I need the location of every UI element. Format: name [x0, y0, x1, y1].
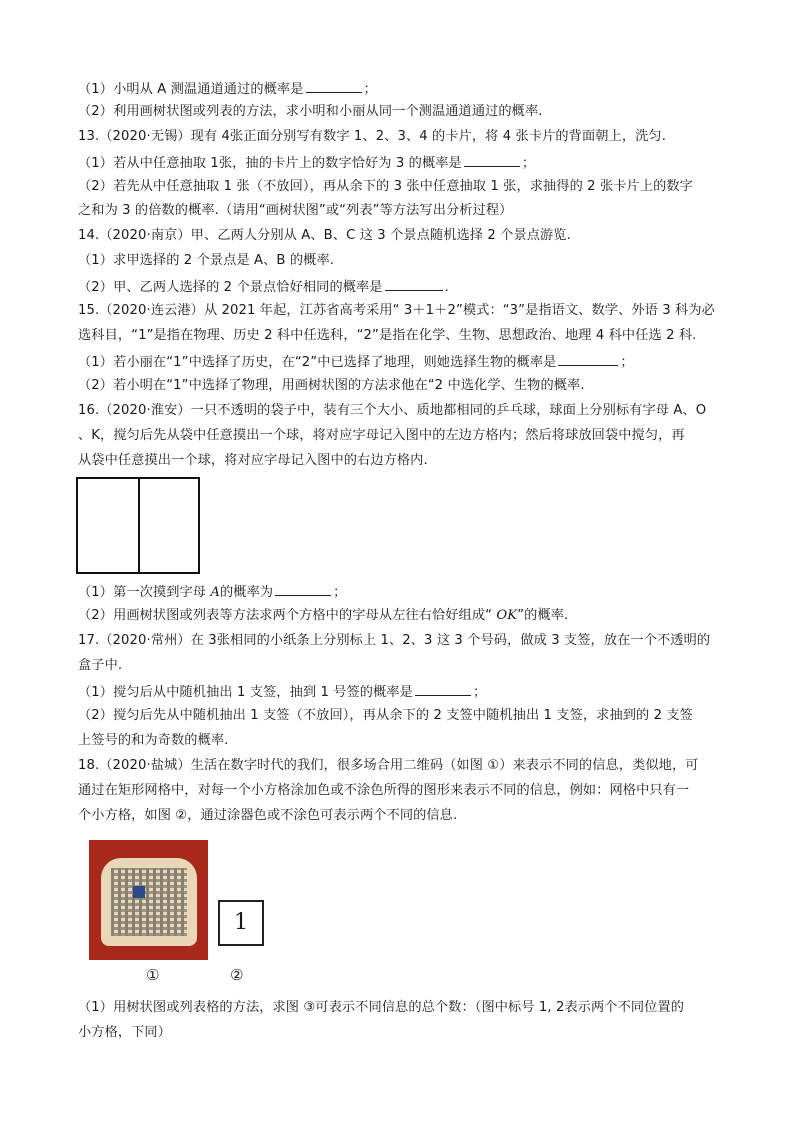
q18-stem: 18.（2020·盐城）生活在数字时代的我们，很多场合用二维码（如图 ①）来表示不同的信息，类似地，可 [78, 758, 699, 773]
q16-stem: 16.（2020·淮安）一只不透明的袋子中，装有三个大小、质地都相同的乒乓球，球面上分别标有字母 A、O [78, 403, 707, 418]
q18-stem-cont2: 个小方格，如图 ②，通过涂器色或不涂色可表示两个不同的信息. [78, 808, 458, 823]
q16-part1: （1）第一次摸到字母 A的概率为 ； [78, 581, 718, 603]
q17-stem: 17.（2020·常州）在 3张相同的小纸条上分别标上 1、2、3 这 3 个号码，做成 3 支签，放在一个不透明的 [78, 633, 711, 648]
single-cell-grid-figure: 1 [218, 900, 264, 946]
q15-stem: 15.（2020·连云港）从 2021 年起，江苏省高考采用“ 3＋1＋2”模式：“3”是指语文、数学、外语 3 科为必 [78, 303, 715, 318]
q14-part2: （2）甲、乙两人选择的 2 个景点恰好相同的概率是 . [78, 276, 718, 298]
answer-blank[interactable] [415, 681, 471, 696]
answer-blank[interactable] [385, 276, 443, 291]
bread-shape [101, 858, 197, 946]
q12-part1: （1）小明从 A 测温通道通过的概率是 ； [78, 78, 718, 100]
qr-center-logo [133, 886, 145, 898]
q14-part1: （1）求甲选择的 2 个景点是 A、B 的概率. [78, 253, 335, 268]
q15-part1: （1）若小丽在“1”中选择了历史，在“2”中已选择了地理，则她选择生物的概率是 ； [78, 351, 718, 373]
qr-code-icon [111, 868, 187, 936]
figure-caption-1: ① [146, 966, 160, 984]
q17-stem-cont: 盒子中. [78, 658, 123, 673]
q13-part2: （2）若先从中任意抽取 1 张（不放回），再从余下的 3 张中任意抽取 1 张，求抽得的 2 张卡片上的数字 [78, 179, 693, 194]
answer-blank[interactable] [275, 581, 331, 596]
q17-part2: （2）搅匀后先从中随机抽出 1 支签（不放回），再从余下的 2 支签中随机抽出 1 支签，求抽到的 2 支签 [78, 708, 693, 723]
q18-part1-cont: 小方格，下同） [78, 1025, 172, 1040]
q13-stem: 13.（2020·无锡）现有 4张正面分别写有数字 1、2、3、4 的卡片，将 4 张卡片的背面朝上，洗匀. [78, 129, 666, 144]
two-cell-grid-figure [76, 477, 200, 574]
answer-blank[interactable] [464, 152, 520, 167]
q18-part1: （1）用树状图或列表格的方法，求图 ③可表示不同信息的总个数：（图中标号 1, 2表示两个不同位置的 [78, 1000, 685, 1015]
answer-blank[interactable] [306, 78, 362, 93]
answer-blank[interactable] [558, 351, 618, 366]
figure-caption-2: ② [230, 966, 244, 984]
q15-part2: （2）若小明在“1”中选择了物理，用画树状图的方法求他在“2 中选化学、生物的概率. [78, 378, 585, 393]
q15-stem-cont: 选科目，“1”是指在物理、历史 2 科中任选科，“2”是指在化学、生物、思想政治、地理 4 科中任选 2 科. [78, 328, 697, 343]
q17-part1: （1）搅匀后从中随机抽出 1 支签，抽到 1 号签的概率是 ； [78, 681, 718, 703]
q17-part2-cont: 上签号的和为奇数的概率. [78, 733, 229, 748]
q12-part2: （2）利用画树状图或列表的方法，求小明和小丽从同一个测温通道通过的概率. [78, 104, 543, 119]
q13-part2-cont: 之和为 3 的倍数的概率.（请用“画树状图”或“列表”等方法写出分析过程） [78, 203, 513, 218]
q16-stem-cont: 、K，搅匀后先从袋中任意摸出一个球，将对应字母记入图中的左边方格内；然后将球放回袋中搅匀，再 [78, 428, 685, 443]
grid-divider [138, 479, 140, 572]
q18-stem-cont: 通过在矩形网格中，对每一个小方格涂加色或不涂色所得的图形来表示不同的信息，例如：网格中只有一 [78, 783, 690, 798]
q14-stem: 14.（2020·南京）甲、乙两人分别从 A、B、C 这 3 个景点随机选择 2 个景点游览. [78, 228, 571, 243]
q16-part2: （2）用画树状图或列表等方法求两个方格中的字母从左往右恰好组成“ OK”的概率. [78, 608, 569, 623]
q13-part1: （1）若从中任意抽取 1张，抽的卡片上的数字恰好为 3 的概率是 ； [78, 152, 718, 174]
qr-code-bread-image [89, 840, 208, 960]
q16-stem-cont2: 从袋中任意摸出一个球，将对应字母记入图中的右边方格内. [78, 453, 428, 468]
